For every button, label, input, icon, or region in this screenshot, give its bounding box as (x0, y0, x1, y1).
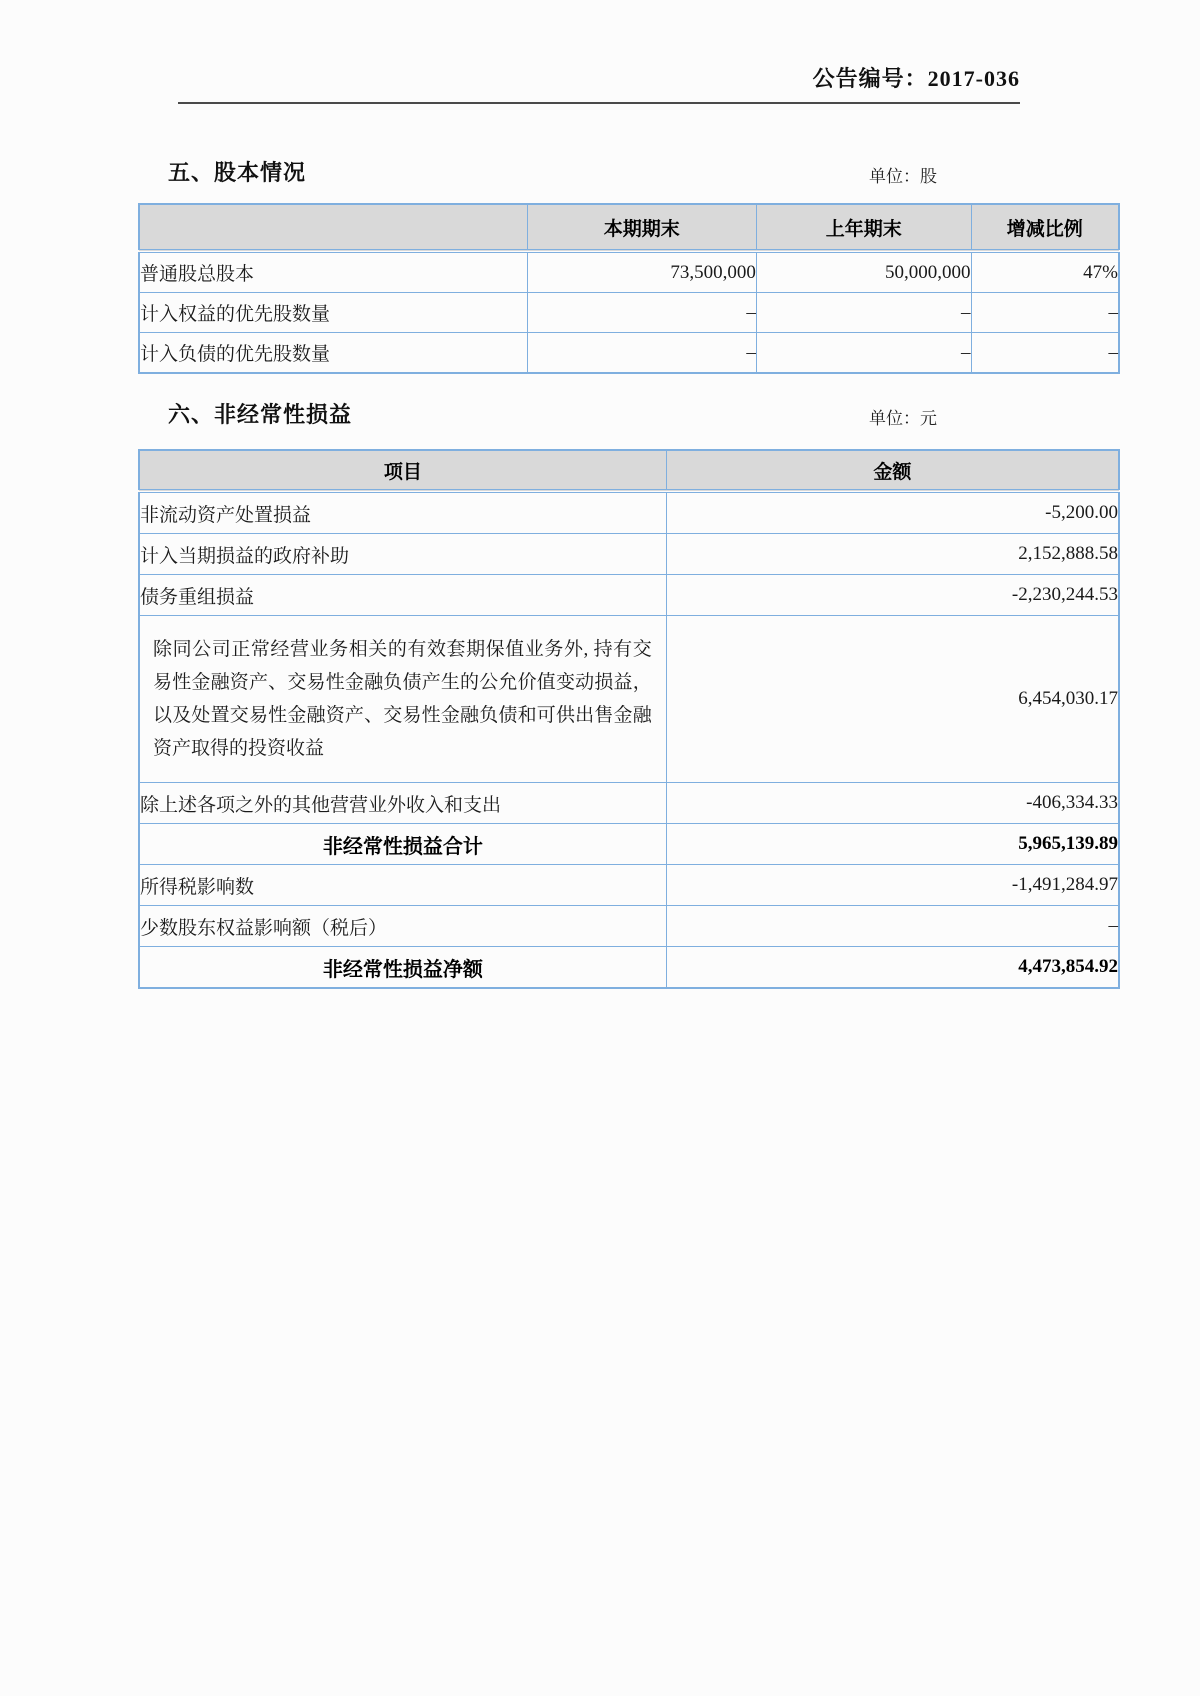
amount-cell: -2,230,244.53 (666, 575, 1119, 616)
amount-cell: -5,200.00 (666, 491, 1119, 534)
header-cell-item: 项目 (139, 450, 666, 491)
table-row (139, 333, 1119, 374)
item-cell: 非流动资产处置损益 (139, 491, 666, 534)
item-cell: 除上述各项之外的其他营营业外收入和支出 (139, 783, 666, 824)
item-cell: 除同公司正常经营业务相关的有效套期保值业务外, 持有交易性金融资产、交易性金融负债产生的公允价值变动损益，以及处置交易性金融资产、交易性金融负债和可供出售金融资产取得的投资收益 (139, 616, 666, 783)
prior-year-value: – (756, 293, 971, 333)
non-recurring-unit-label: 单位：元 (869, 409, 937, 428)
row-label: 普通股总股本 (139, 251, 527, 293)
table-row (139, 906, 1119, 947)
share-capital-header-row (139, 204, 1119, 251)
item-cell: 计入当期损益的政府补助 (139, 534, 666, 575)
amount-cell: – (666, 906, 1119, 947)
row-label: 计入权益的优先股数量 (139, 293, 527, 333)
prior-year-value: – (756, 333, 971, 374)
current-period-value: 73,500,000 (527, 251, 756, 293)
table-row (139, 534, 1119, 575)
amount-cell: 5,965,139.89 (666, 824, 1119, 865)
row-label: 计入负债的优先股数量 (139, 333, 527, 374)
change-ratio-value: – (971, 293, 1119, 333)
non-recurring-header-row (139, 450, 1119, 491)
header-cell-blank (139, 204, 527, 251)
amount-cell: 4,473,854.92 (666, 947, 1119, 989)
amount-cell: 6,454,030.17 (666, 616, 1119, 783)
amount-cell: 2,152,888.58 (666, 534, 1119, 575)
section-non-recurring-title: 六、非经常性损益 (168, 402, 353, 427)
amount-cell: -406,334.33 (666, 783, 1119, 824)
table-row (139, 251, 1119, 293)
section-share-capital-head (138, 156, 1120, 187)
non-recurring-table (138, 449, 1120, 989)
header-cell-change-ratio: 增减比例 (971, 204, 1119, 251)
item-cell: 非经常性损益净额 (139, 947, 666, 989)
change-ratio-value: – (971, 333, 1119, 374)
section-share-capital-title: 五、股本情况 (168, 160, 307, 185)
announcement-number: 公告编号：2017-036 (812, 66, 1020, 91)
table-row (139, 865, 1119, 906)
share-capital-table (138, 203, 1120, 374)
net-total-row (139, 947, 1119, 989)
table-row (139, 491, 1119, 534)
amount-cell: -1,491,284.97 (666, 865, 1119, 906)
table-row (139, 575, 1119, 616)
share-capital-unit-label: 单位：股 (869, 167, 937, 186)
prior-year-value: 50,000,000 (756, 251, 971, 293)
table-row (139, 783, 1119, 824)
item-cell: 少数股东权益影响额（税后） (139, 906, 666, 947)
subtotal-row (139, 824, 1119, 865)
header-divider (178, 102, 1020, 104)
item-cell: 债务重组损益 (139, 575, 666, 616)
item-cell: 非经常性损益合计 (139, 824, 666, 865)
section-non-recurring-head (138, 398, 1120, 429)
header-cell-prior-year-end: 上年期末 (756, 204, 971, 251)
current-period-value: – (527, 333, 756, 374)
header-cell-current-period-end: 本期期末 (527, 204, 756, 251)
table-row (139, 616, 1119, 783)
change-ratio-value: 47% (971, 251, 1119, 293)
table-row (139, 293, 1119, 333)
current-period-value: – (527, 293, 756, 333)
item-cell: 所得税影响数 (139, 865, 666, 906)
header-cell-amount: 金额 (666, 450, 1119, 491)
